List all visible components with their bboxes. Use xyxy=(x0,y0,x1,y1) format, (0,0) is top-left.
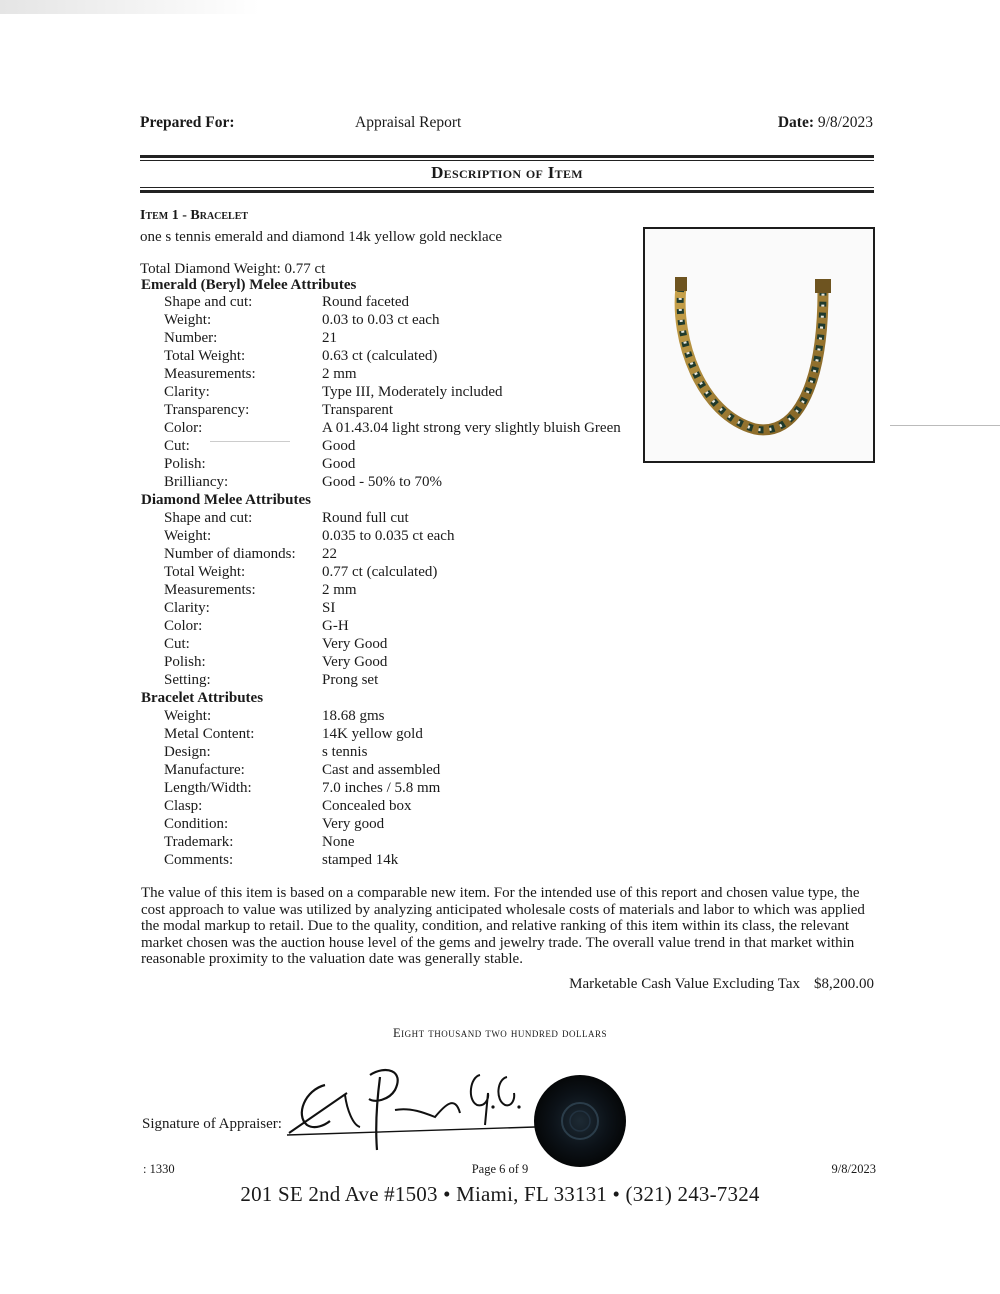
attr-value: Very Good xyxy=(322,636,388,652)
attr-label: Cut: xyxy=(164,438,190,454)
attr-value: G-H xyxy=(322,618,349,634)
attr-value: 21 xyxy=(322,330,337,346)
attr-label: Number: xyxy=(164,330,218,346)
attr-value: Round full cut xyxy=(322,510,409,526)
attr-value: 2 mm xyxy=(322,366,357,382)
total-diamond-weight: Total Diamond Weight: 0.77 ct xyxy=(140,261,326,277)
attr-value: Round faceted xyxy=(322,294,410,310)
attr-label: Clasp: xyxy=(164,798,203,814)
attr-label: Total Weight: xyxy=(164,348,246,364)
attr-label: Trademark: xyxy=(164,834,234,850)
appraiser-signature xyxy=(285,1055,535,1155)
appraiser-seal xyxy=(533,1074,627,1168)
bracelet-chain xyxy=(680,287,823,430)
attr-value: 0.03 to 0.03 ct each xyxy=(322,312,440,328)
attr-value: 0.63 ct (calculated) xyxy=(322,348,438,364)
attr-label: Setting: xyxy=(164,672,211,688)
title-rule-bottom-thin xyxy=(140,187,874,188)
attr-label: Number of diamonds: xyxy=(164,546,296,562)
attr-label: Measurements: xyxy=(164,366,256,382)
title-rule-bottom-thick xyxy=(140,190,874,193)
value-in-words: Eight thousand two hundred dollars xyxy=(392,1026,608,1040)
attr-value: None xyxy=(322,834,355,850)
attr-label: Shape and cut: xyxy=(164,510,253,526)
attr-label: Clarity: xyxy=(164,384,210,400)
attr-label: Measurements: xyxy=(164,582,256,598)
attr-value: Cast and assembled xyxy=(322,762,441,778)
attr-value: Good xyxy=(322,456,356,472)
attr-value: stamped 14k xyxy=(322,852,399,868)
attr-label: Weight: xyxy=(164,312,212,328)
attr-label: Total Weight: xyxy=(164,564,246,580)
attr-label: Design: xyxy=(164,744,211,760)
diamond-section-title: Diamond Melee Attributes xyxy=(141,492,311,508)
section-title: Description of Item xyxy=(431,163,583,182)
item-photo xyxy=(643,227,875,463)
attr-value: Very good xyxy=(322,816,385,832)
attr-value: 18.68 gms xyxy=(322,708,385,724)
scan-line xyxy=(890,425,1000,426)
report-type: Appraisal Report xyxy=(355,114,462,131)
scan-line xyxy=(210,441,290,442)
company-address: 201 SE 2nd Ave #1503 • Miami, FL 33131 • (321) 243-7324 xyxy=(240,1182,760,1206)
attr-label: Polish: xyxy=(164,654,206,670)
attr-value: 7.0 inches / 5.8 mm xyxy=(322,780,441,796)
footer-code: : 1330 xyxy=(143,1162,175,1176)
clasp-right xyxy=(815,279,831,293)
attr-value: 14K yellow gold xyxy=(322,726,423,742)
item-description: one s tennis emerald and diamond 14k yellow gold necklace xyxy=(140,229,502,245)
item-heading: Item 1 - Bracelet xyxy=(140,208,249,223)
attr-label: Length/Width: xyxy=(164,780,252,796)
signature-label: Signature of Appraiser: xyxy=(142,1116,282,1132)
attr-value: Good xyxy=(322,438,356,454)
report-date xyxy=(778,114,873,132)
attr-label: Manufacture: xyxy=(164,762,245,778)
attr-value: Transparent xyxy=(322,402,394,418)
attr-label: Cut: xyxy=(164,636,190,652)
scan-smudge xyxy=(0,0,260,14)
bracelet-section-title: Bracelet Attributes xyxy=(141,690,264,706)
bracelet-image xyxy=(645,229,873,461)
date-label: Date: xyxy=(777,114,814,131)
attr-label: Transparency: xyxy=(164,402,250,418)
attr-value: SI xyxy=(322,600,336,616)
attr-value: 22 xyxy=(322,546,337,562)
attr-value: 0.77 ct (calculated) xyxy=(322,564,438,580)
attr-value: A 01.43.04 light strong very slightly bluish Green xyxy=(322,420,621,436)
attr-value: Very Good xyxy=(322,654,388,670)
attr-value: Type III, Moderately included xyxy=(322,384,503,400)
attr-label: Brilliancy: xyxy=(164,474,229,490)
attr-label: Color: xyxy=(164,618,203,634)
attr-label: Weight: xyxy=(164,528,212,544)
footer-date: 9/8/2023 xyxy=(831,1162,876,1176)
attr-value: Good - 50% to 70% xyxy=(322,474,442,490)
attr-label: Condition: xyxy=(164,816,229,832)
attr-value: Prong set xyxy=(322,672,379,688)
attr-label: Shape and cut: xyxy=(164,294,253,310)
attr-value: 2 mm xyxy=(322,582,357,598)
date-value: 9/8/2023 xyxy=(817,114,873,131)
attr-value: s tennis xyxy=(322,744,368,760)
attr-label: Metal Content: xyxy=(164,726,255,742)
clasp-left xyxy=(675,277,687,291)
emerald-section-title: Emerald (Beryl) Melee Attributes xyxy=(141,277,357,293)
attr-label: Color: xyxy=(164,420,203,436)
attr-label: Polish: xyxy=(164,456,206,472)
value-amount: $8,200.00 xyxy=(814,976,874,992)
attr-value: Concealed box xyxy=(322,798,412,814)
prepared-for-label: Prepared For: xyxy=(140,114,235,131)
attr-label: Clarity: xyxy=(164,600,210,616)
attr-label: Weight: xyxy=(164,708,212,724)
attr-label: Comments: xyxy=(164,852,234,868)
title-rule-top-thin xyxy=(140,160,874,161)
title-rule-top-thick xyxy=(140,155,874,158)
value-label: Marketable Cash Value Excluding Tax xyxy=(569,976,800,992)
marketable-value xyxy=(569,976,874,993)
page-number: Page 6 of 9 xyxy=(471,1162,529,1176)
valuation-paragraph: The value of this item is based on a comparable new item. For the intended use of this report and chosen value type, the cost approach to value was utilized by analyzing anticipated wholesale costs of materials and labor to which was applied the modal markup to retail. Due to the quality, condition, and relative ranking of this item within its class, the relevant market chosen was the auction house level of the gems and jewelry trade. The overall value trend in that market within reasonable proximity to the valuation date was generally stable. xyxy=(141,885,865,967)
attr-value: 0.035 to 0.035 ct each xyxy=(322,528,455,544)
